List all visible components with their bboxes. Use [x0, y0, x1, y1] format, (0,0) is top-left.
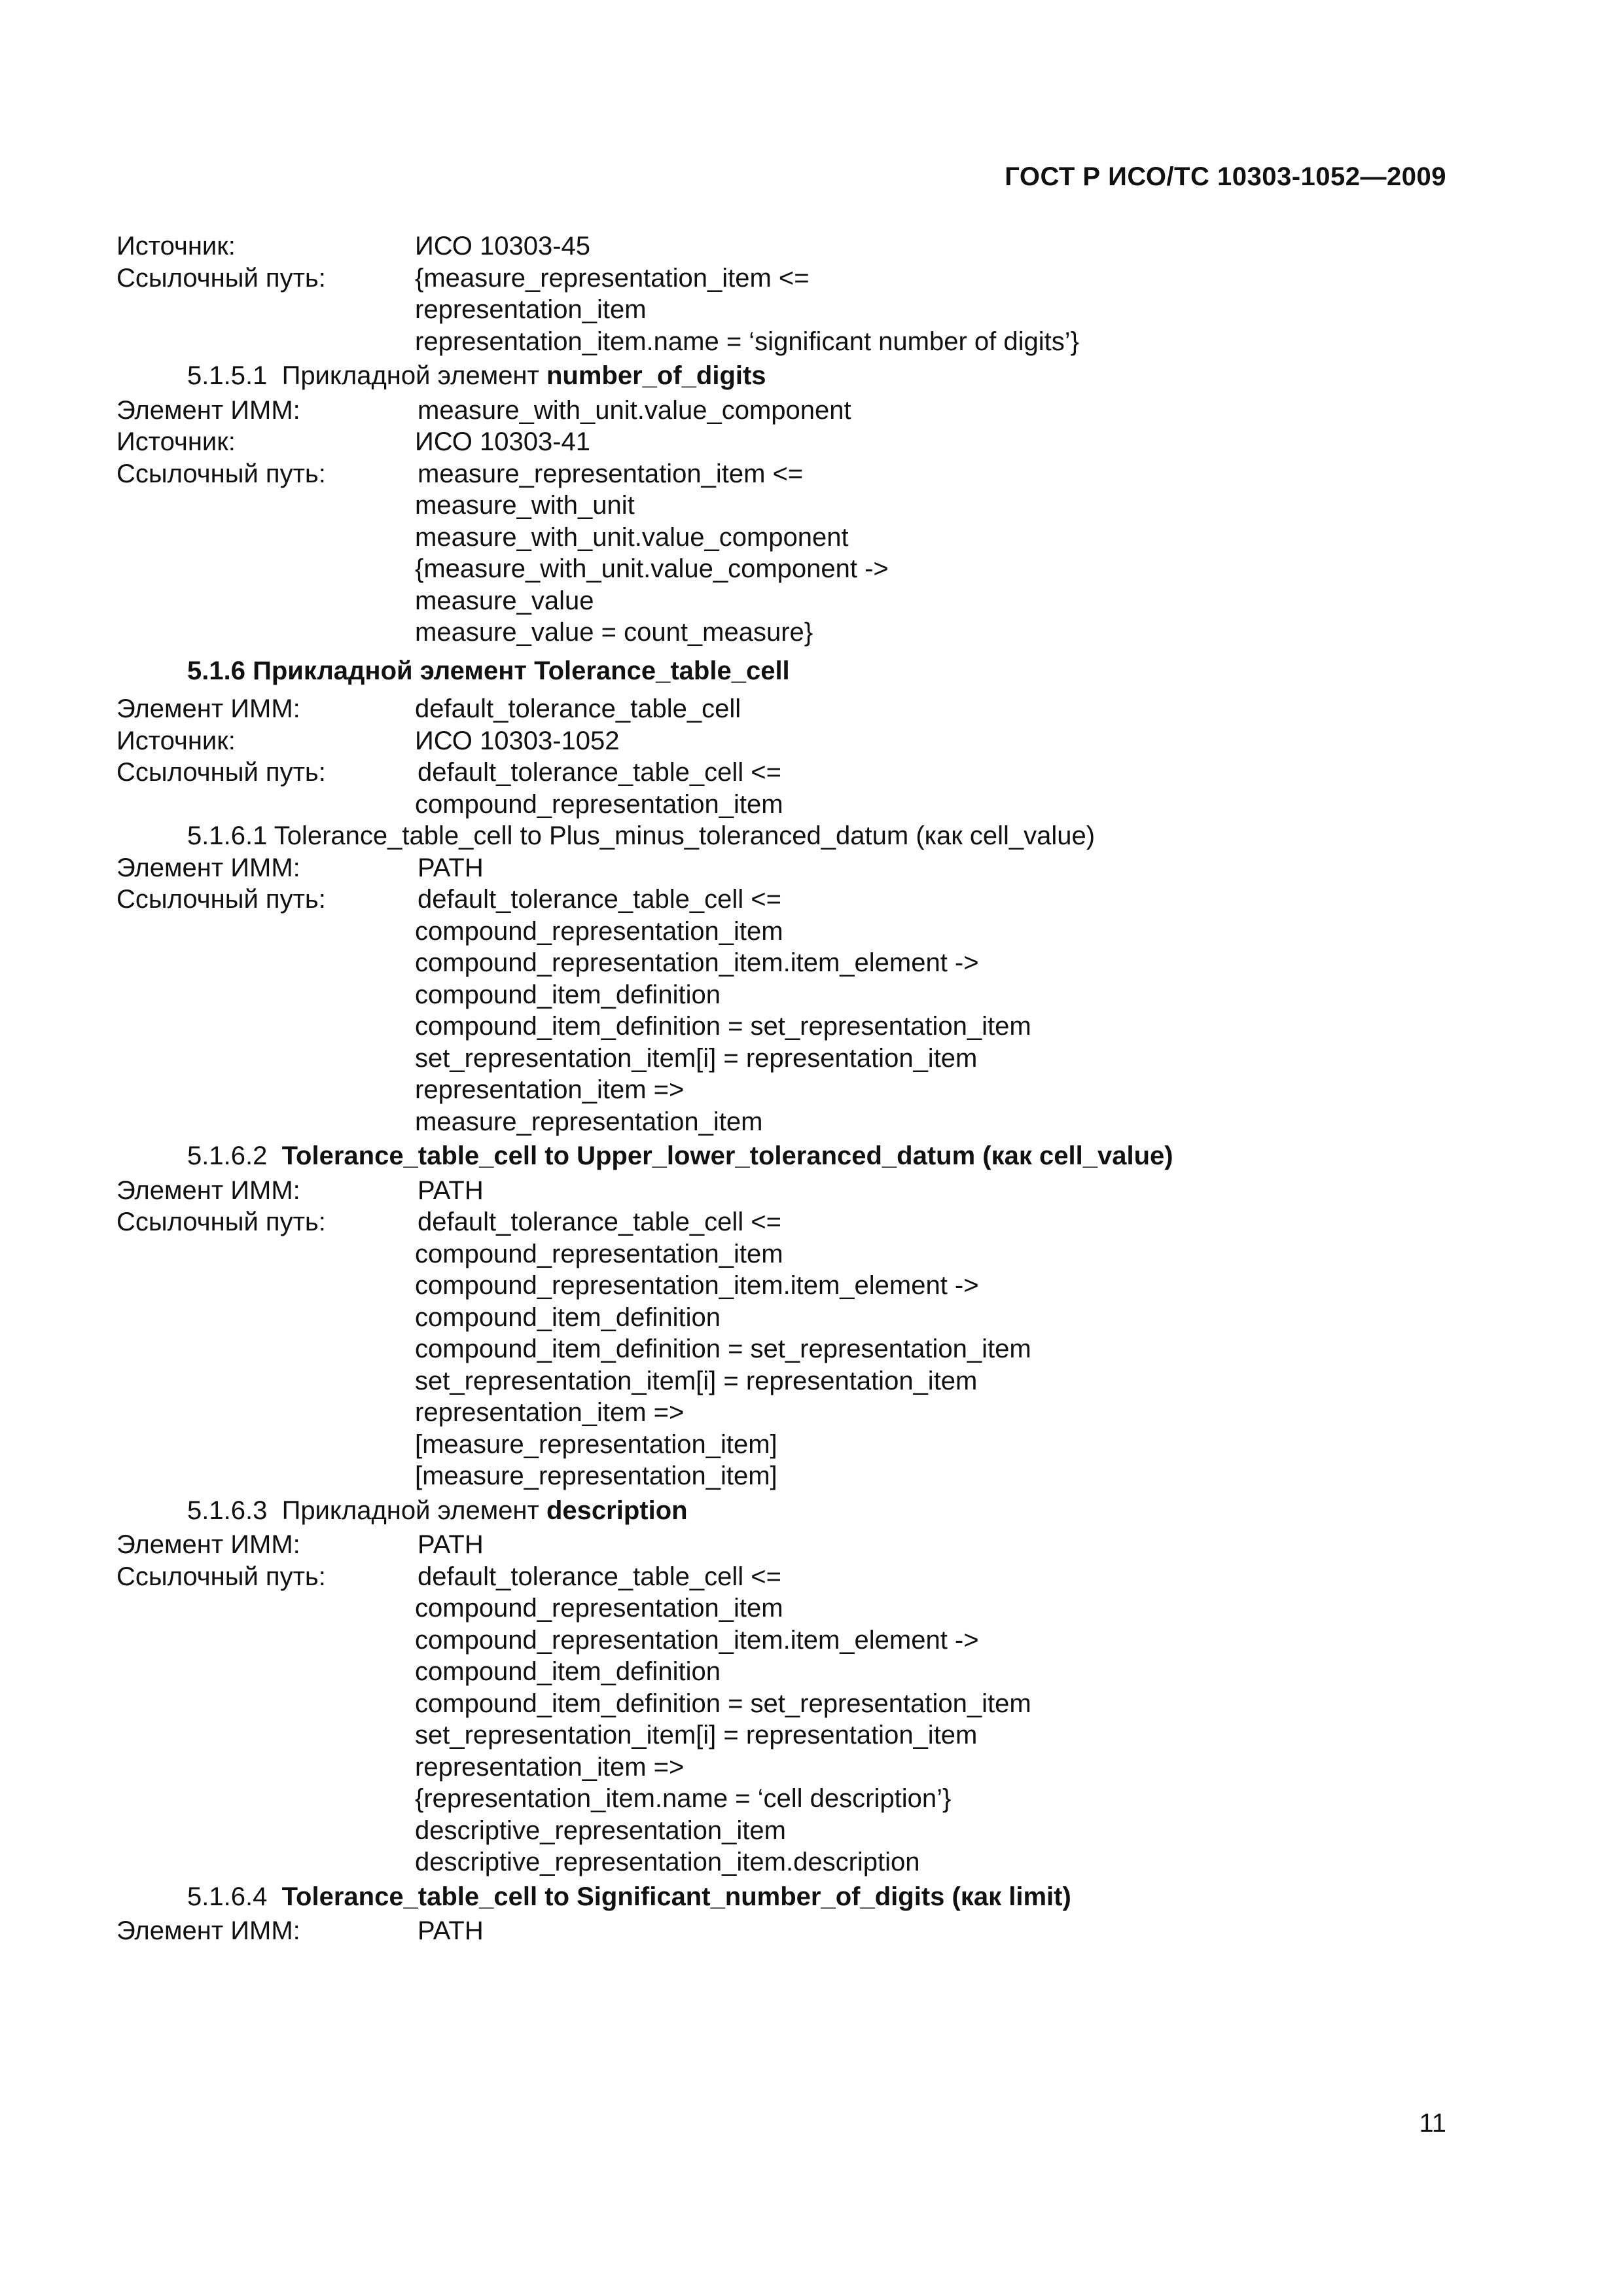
imm-row [116, 693, 1438, 725]
ref-path-label: Ссылочный путь: [116, 263, 326, 293]
imm-value: default_tolerance_table_cell [415, 694, 741, 723]
ref-path-row [116, 458, 1438, 649]
ref-path-line: measure_representation_item [415, 1107, 763, 1136]
ref-path-line: set_representation_item[i] = representation_item [415, 1043, 978, 1073]
ref-path-label: Ссылочный путь: [116, 1562, 326, 1591]
ref-path-line: representation_item => [415, 1752, 685, 1782]
ref-path-line: default_tolerance_table_cell <= [418, 1208, 781, 1236]
imm-row [116, 852, 1438, 884]
ref-path-line: measure_representation_item <= [418, 459, 804, 488]
imm-label: Элемент ИММ: [116, 1916, 300, 1945]
section-number: 5.1.6.2 [187, 1141, 268, 1170]
ref-path-line: compound_item_definition [415, 1302, 721, 1332]
source-row [116, 426, 1438, 458]
section-heading-516: 5.1.6 Прикладной элемент Tolerance_table_cell [187, 656, 790, 685]
section-prefix: Прикладной элемент [281, 1496, 539, 1525]
ref-path-lines [415, 458, 1438, 649]
ref-path-line: descriptive_representation_item [415, 1816, 786, 1845]
ref-path-line: measure_with_unit.value_component [415, 522, 849, 552]
ref-path-line: compound_representation_item.item_element -> [415, 1271, 979, 1300]
section-heading-5163 [116, 1495, 1438, 1527]
section-number: 5.1.6.4 [187, 1882, 268, 1911]
ref-path-row [116, 1561, 1438, 1878]
ref-path-label: Ссылочный путь: [116, 1208, 326, 1236]
section-name: Tolerance_table_cell to Significant_number_of_digits (как limit) [281, 1882, 1071, 1911]
ref-path-line: compound_item_definition = set_representation_item [415, 1335, 1031, 1363]
ref-path-line: representation_item => [415, 1398, 685, 1427]
ref-path-line: representation_item => [415, 1075, 685, 1104]
source-label: Источник: [116, 427, 236, 456]
imm-label: Элемент ИММ: [116, 853, 300, 882]
ref-path-lines [415, 884, 1438, 1138]
ref-path-line: compound_item_definition = set_representation_item [415, 1689, 1031, 1718]
source-row [116, 230, 1438, 262]
source-value: ИСО 10303-1052 [415, 726, 620, 755]
imm-row [116, 1175, 1438, 1207]
ref-path-line: {measure_with_unit.value_component -> [415, 554, 889, 583]
ref-path-row [116, 884, 1438, 1138]
section-name: number_of_digits [546, 361, 766, 390]
ref-path-line: measure_with_unit [415, 491, 635, 520]
source-label: Источник: [116, 726, 236, 755]
document-header-id: ГОСТ Р ИСО/ТС 10303-1052—2009 [1005, 162, 1446, 191]
ref-path-line: representation_item.name = ‘significant number of digits’} [415, 327, 1079, 356]
ref-path-label: Ссылочный путь: [116, 885, 326, 914]
imm-label: Элемент ИММ: [116, 1175, 300, 1205]
ref-path-line: compound_representation_item.item_element -> [415, 948, 979, 977]
ref-path-line: compound_representation_item [415, 1239, 783, 1268]
ref-path-line: default_tolerance_table_cell <= [418, 758, 781, 787]
ref-path-line: compound_item_definition [415, 1657, 721, 1686]
ref-path-line: {representation_item.name = ‘cell description’} [415, 1784, 952, 1813]
section-name: description [546, 1496, 688, 1525]
page-number: 11 [1419, 2109, 1446, 2138]
section-heading-5162 [116, 1140, 1438, 1172]
imm-label: Элемент ИММ: [116, 395, 300, 425]
ref-path-line: compound_representation_item [415, 789, 783, 819]
ref-path-line: measure_value [415, 586, 594, 615]
ref-path-label: Ссылочный путь: [116, 758, 326, 787]
ref-path-label: Ссылочный путь: [116, 459, 326, 488]
imm-label: Элемент ИММ: [116, 1530, 300, 1559]
ref-path-line: default_tolerance_table_cell <= [418, 885, 781, 914]
ref-path-line: descriptive_representation_item.description [415, 1848, 920, 1876]
ref-path-line: [measure_representation_item] [415, 1462, 777, 1490]
source-row [116, 725, 1438, 757]
ref-path-lines [415, 262, 1438, 358]
source-label: Источник: [116, 232, 236, 260]
ref-path-line: default_tolerance_table_cell <= [418, 1562, 781, 1591]
imm-label: Элемент ИММ: [116, 694, 300, 723]
document-body [116, 230, 1438, 1947]
ref-path-row [116, 757, 1438, 820]
ref-path-line: compound_representation_item.item_element -> [415, 1625, 979, 1655]
imm-value: PATH [418, 1916, 484, 1945]
imm-row [116, 1529, 1438, 1561]
imm-value: measure_with_unit.value_component [418, 395, 851, 425]
section-heading-5151 [116, 360, 1438, 392]
ref-path-line: set_representation_item[i] = representation_item [415, 1366, 978, 1395]
section-heading-5161: 5.1.6.1 Tolerance_table_cell to Plus_minus_toleranced_datum (как cell_value) [187, 821, 1096, 850]
ref-path-line: measure_value = count_measure} [415, 618, 813, 647]
ref-path-line: compound_representation_item [415, 1594, 783, 1623]
ref-path-line: [measure_representation_item] [415, 1429, 777, 1459]
imm-value: PATH [418, 1530, 484, 1559]
ref-path-line: compound_item_definition [415, 980, 721, 1009]
ref-path-line: {measure_representation_item <= [415, 263, 810, 293]
section-heading-5164 [116, 1881, 1438, 1913]
imm-value: PATH [418, 1175, 484, 1205]
ref-path-lines [415, 757, 1438, 820]
section-number: 5.1.5.1 [187, 361, 268, 390]
source-value: ИСО 10303-45 [415, 232, 591, 260]
imm-row [116, 1915, 1438, 1947]
ref-path-line: representation_item [415, 295, 647, 324]
ref-path-row [116, 262, 1438, 358]
section-prefix: Прикладной элемент [281, 361, 539, 390]
source-value: ИСО 10303-41 [415, 427, 591, 456]
imm-row [116, 395, 1438, 427]
ref-path-line: compound_representation_item [415, 916, 783, 946]
ref-path-lines [415, 1206, 1438, 1492]
ref-path-line: set_representation_item[i] = representation_item [415, 1721, 978, 1749]
ref-path-row [116, 1206, 1438, 1492]
section-number: 5.1.6.3 [187, 1496, 268, 1525]
section-name: Tolerance_table_cell to Upper_lower_toleranced_datum (как cell_value) [281, 1141, 1173, 1170]
imm-value: PATH [418, 853, 484, 882]
ref-path-lines [415, 1561, 1438, 1878]
ref-path-line: compound_item_definition = set_representation_item [415, 1012, 1031, 1041]
